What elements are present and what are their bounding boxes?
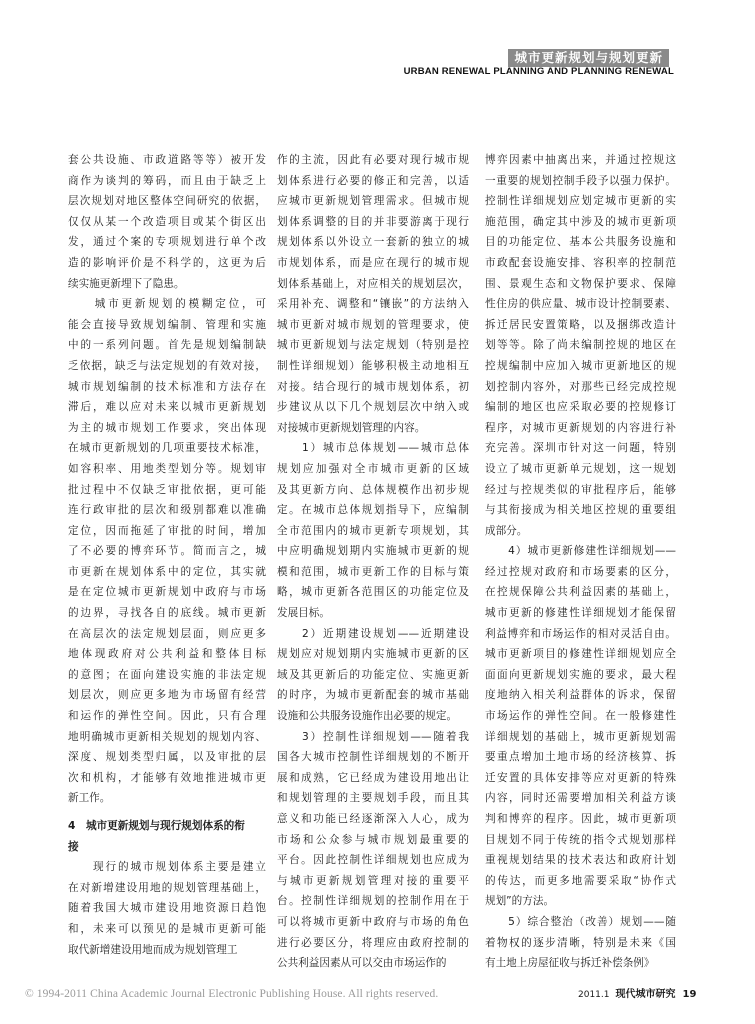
text-line: 制性详细规划）能够积极主动地相互 — [277, 359, 469, 372]
text-line: 设立了城市更新单元规划，这一规划 — [485, 462, 676, 475]
text-line: 的边界，寻找各自的底线。城市更新 — [68, 607, 266, 620]
text-line: 划体系调整的目的并非要游离于现行 — [277, 215, 469, 228]
text-line: 步建议从以下几个规划层次中纳入或 — [277, 401, 469, 414]
page-number: 19 — [682, 989, 697, 1000]
text-line: 4 城市更新规划与现行规划体系的衔 — [68, 820, 245, 832]
text-line: 层次规划对地区整体空间研究的依据， — [68, 195, 266, 208]
text-line: 市规划体系，而是应在现行的城市规 — [277, 256, 469, 269]
text-line: 城市更新规划的模糊定位，可 — [68, 298, 266, 311]
text-line: 套公共设施、市政道路等等）被开发 — [68, 154, 266, 166]
text-line: 性住房的供应量、城市设计控制要素、 — [485, 298, 676, 311]
text-line: 取代新增建设用地而成为规划管理工 — [68, 943, 238, 956]
text-line: 有土地上房屋征收与拆迁补偿条例》 — [485, 957, 655, 970]
text-line: 规划体系以外设立一套新的独立的城 — [277, 236, 469, 249]
text-line: 度地纳入相关利益群体的诉求，保留 — [485, 689, 676, 702]
text-column-middle — [277, 150, 469, 974]
text-line: 定位，因而拖延了审批的时间，增加 — [68, 524, 266, 537]
journal-name: 现代城市研究 — [615, 989, 676, 1000]
text-line: 划层次，则应更多地为市场留有经营 — [68, 689, 266, 702]
running-header-chinese: 城市更新规划与规划更新 — [508, 49, 669, 67]
text-line: 市场和公众参与城市规划最重要的 — [277, 833, 469, 846]
text-line: 规划”的方法。 — [485, 895, 555, 908]
issue-number: 2011.1 — [578, 990, 610, 1000]
text-line: 详细规划的基础上，城市更新规划需 — [485, 730, 676, 743]
text-line: 经过控规对政府和市场要素的区分， — [485, 565, 676, 578]
text-line: 在对新增建设用地的规划管理基础上， — [68, 881, 266, 894]
text-line: 一重要的规划控制手段予以强力保护。 — [485, 174, 676, 187]
text-line: 随着我国大城市建设用地资源日趋饱 — [68, 902, 266, 915]
text-line: 台。控制性详细规划的控制作用在于 — [277, 895, 469, 908]
text-line: 4）城市更新修建性详细规划—— — [485, 545, 676, 558]
text-line: 了不必要的博弈环节。简而言之，城 — [68, 545, 266, 558]
text-line: 城市更新项目的修建性详细规划应全 — [485, 648, 676, 661]
text-line: 围、景观生态和文物保护要求、保障 — [485, 277, 676, 290]
section-gap — [68, 809, 266, 816]
text-line: 如容积率、用地类型划分等。规划审 — [68, 462, 266, 475]
text-line: 划控制内容外，对那些已经完成控规 — [485, 380, 676, 393]
text-line: 的时序，为城市更新配套的城市基础 — [277, 689, 469, 702]
text-line: 控规编制中应加入城市更新地区的规 — [485, 359, 676, 372]
text-line: 略，城市更新各范围区的功能定位及 — [277, 586, 469, 599]
text-line: 设施和公共服务设施作出必要的规定。 — [277, 710, 458, 723]
text-line: 商作为谈判的筹码，而且由于缺乏上 — [68, 174, 266, 187]
text-line: 作的主流，因此有必要对现行城市规 — [277, 154, 469, 166]
text-line: 和规划管理的主要规划手段，而且其 — [277, 792, 469, 805]
text-line: 在高层次的法定规划层面，则应更多 — [68, 627, 266, 640]
text-line: 城市更新对城市规划的管理要求，使 — [277, 318, 469, 331]
text-line: 应城市更新规划管理需求。但城市规 — [277, 195, 469, 208]
text-line: 成部分。 — [485, 524, 528, 537]
text-line: 3）控制性详细规划——随着我 — [277, 730, 469, 743]
text-line: 次和机构，才能够有效地推进城市更 — [68, 771, 266, 784]
text-line: 造的影响评价是不科学的，这更为后 — [68, 256, 266, 269]
text-line: 经过与控规类似的审批程序后，能够 — [485, 483, 676, 496]
text-line: 编制的地区也应采取必要的控规修订 — [485, 401, 676, 414]
text-line: 地明确城市更新相关规划的规划内容、 — [68, 730, 266, 743]
text-line: 国各大城市控制性详细规划的不断开 — [277, 751, 469, 764]
text-line: 中的一系列问题。首先是规划编制缺 — [68, 339, 266, 352]
text-line: 在控规保障公共利益因素的基础上， — [485, 586, 676, 599]
text-line: 进行必要区分，将理应由政府控制的 — [277, 936, 469, 949]
text-line: 乏依据，缺乏与法定规划的有效对接， — [68, 359, 266, 372]
text-line: 判和博弈的程序。因此，城市更新项 — [485, 813, 676, 825]
journal-footer — [578, 985, 696, 1000]
text-line: 城市规划编制的技术标准和方法存在 — [68, 380, 266, 393]
text-line: 及其更新方向、总体规模作出初步规 — [277, 483, 469, 496]
text-line: 续实施更新埋下了隐患。 — [68, 277, 185, 290]
copyright-notice: © 1994-2011 China Academic Journal Electronic Publishing House. All rights reserved. — [25, 988, 439, 1000]
text-line: 规划应加强对全市城市更新的区域 — [277, 462, 469, 475]
text-line: 规划应对规划期内实施城市更新的区 — [277, 648, 469, 661]
text-line: 博弈因素中抽离出来，并通过控规这 — [485, 154, 676, 166]
text-line: 现行的城市规划体系主要是建立 — [68, 861, 266, 874]
text-line: 城市更新的修建性详细规划才能保留 — [485, 607, 676, 620]
text-line: 定。在城市总体规划指导下，应编制 — [277, 504, 469, 517]
text-line: 批过程中不仅缺乏审批依据，更可能 — [68, 483, 266, 496]
text-line: 地体现政府对公共利益和整体目标 — [68, 648, 266, 661]
text-line: 平台。因此控制性详细规划也应成为 — [277, 854, 469, 867]
text-line: 新工作。 — [68, 792, 111, 805]
text-line: 着物权的逐步清晰，特别是未来《国 — [485, 936, 676, 949]
text-line: 是在定位城市更新规划中政府与市场 — [68, 586, 266, 599]
text-line: 中应明确规划期内实施城市更新的规 — [277, 545, 469, 558]
text-line: 连行政审批的层次和级别都难以准确 — [68, 504, 266, 517]
text-line: 要重点增加土地市场的经济核算、拆 — [485, 751, 676, 764]
text-line: 对接。结合现行的城市规划体系，初 — [277, 380, 469, 393]
text-line: 的意图；在面向建设实施的非法定规 — [68, 668, 266, 681]
text-column-right — [485, 150, 676, 974]
text-line: 与城市更新规划管理对接的重要平 — [277, 874, 469, 887]
text-line: 划等等。除了尚未编制控规的地区在 — [485, 339, 676, 352]
text-line: 全市范围内的城市更新专项规划，其 — [277, 524, 469, 537]
text-line: 意义和功能已经逐渐深入人心，成为 — [277, 813, 469, 825]
text-line: 划体系进行必要的修正和完善，以适 — [277, 174, 469, 187]
text-line: 模和范围，城市更新工作的目标与策 — [277, 565, 469, 578]
text-line: 公共利益因素从可以交由市场运作的 — [277, 957, 447, 970]
running-header-english: URBAN RENEWAL PLANNING AND PLANNING RENEWAL — [403, 66, 674, 77]
text-line: 接 — [68, 840, 79, 853]
text-line: 滞后，难以应对未来以城市更新规划 — [68, 401, 266, 414]
text-line: 迁安置的具体安排等应对更新的特殊 — [485, 771, 676, 784]
text-line: 域及其更新后的功能定位、实施更新 — [277, 668, 469, 681]
text-line: 和，未来可以预见的是城市更新可能 — [68, 922, 266, 935]
text-line: 市场运作的弹性空间。在一般修建性 — [485, 710, 676, 723]
text-line: 5）综合整治（改善）规划——随 — [485, 915, 676, 928]
text-line: 在城市更新规划的几项重要技术标准， — [68, 442, 266, 455]
text-line: 施范围，确定其中涉及的城市更新项 — [485, 215, 676, 228]
text-line: 市政配套设施安排、容积率的控制范 — [485, 256, 676, 269]
text-line: 充完善。深圳市针对这一问题，特别 — [485, 442, 676, 455]
text-line: 展和成熟，它已经成为建设用地出让 — [277, 771, 469, 784]
text-line: 仅仅从某一个改造项目或某个街区出 — [68, 215, 266, 228]
text-line: 利益博弈和市场运作的相对灵活自由。 — [485, 627, 676, 640]
text-line: 内容，同时还需要增加相关利益方谈 — [485, 792, 676, 805]
text-line: 发展目标。 — [277, 607, 330, 620]
text-line: 和运作的弹性空间。因此，只有合理 — [68, 710, 266, 723]
text-line: 发，通过个案的专项规划进行单个改 — [68, 236, 266, 249]
text-line: 划体系基础上，对应相关的规划层次， — [277, 277, 469, 290]
text-column-left — [68, 150, 266, 960]
text-line: 能会直接导致规划编制、管理和实施 — [68, 318, 266, 331]
text-line: 市更新在规划体系中的定位，其实就 — [68, 565, 266, 578]
text-line: 重视规划结果的技术表达和政府计划 — [485, 854, 676, 867]
text-line: 拆迁居民安置策略，以及捆绑改造计 — [485, 318, 676, 331]
text-line: 目的功能定位、基本公共服务设施和 — [485, 236, 676, 249]
text-line: 城市更新规划与法定规划（特别是控 — [277, 339, 469, 352]
text-line: 对接城市更新规划管理的内容。 — [277, 421, 426, 434]
text-line: 目规划不同于传统的指令式规划那样 — [485, 833, 676, 846]
text-line: 的传达，而更多地需要采取“协作式 — [485, 874, 676, 887]
text-line: 与其衔接成为相关地区控规的重要组 — [485, 504, 676, 517]
text-line: 2）近期建设规划——近期建设 — [277, 627, 469, 640]
text-line: 面面向更新规划实施的要求，最大程 — [485, 668, 676, 681]
text-line: 可以将城市更新中政府与市场的角色 — [277, 915, 469, 928]
text-line: 为主的城市规划工作要求，突出体现 — [68, 421, 266, 434]
text-line: 深度、规划类型归属，以及审批的层 — [68, 751, 266, 764]
text-line: 控制性详细规划应划定城市更新的实 — [485, 195, 676, 208]
text-line: 程序，对城市更新规划的内容进行补 — [485, 421, 676, 434]
text-line: 1）城市总体规划——城市总体 — [277, 442, 469, 455]
text-line: 采用补充、调整和“镶嵌”的方法纳入 — [277, 298, 469, 311]
